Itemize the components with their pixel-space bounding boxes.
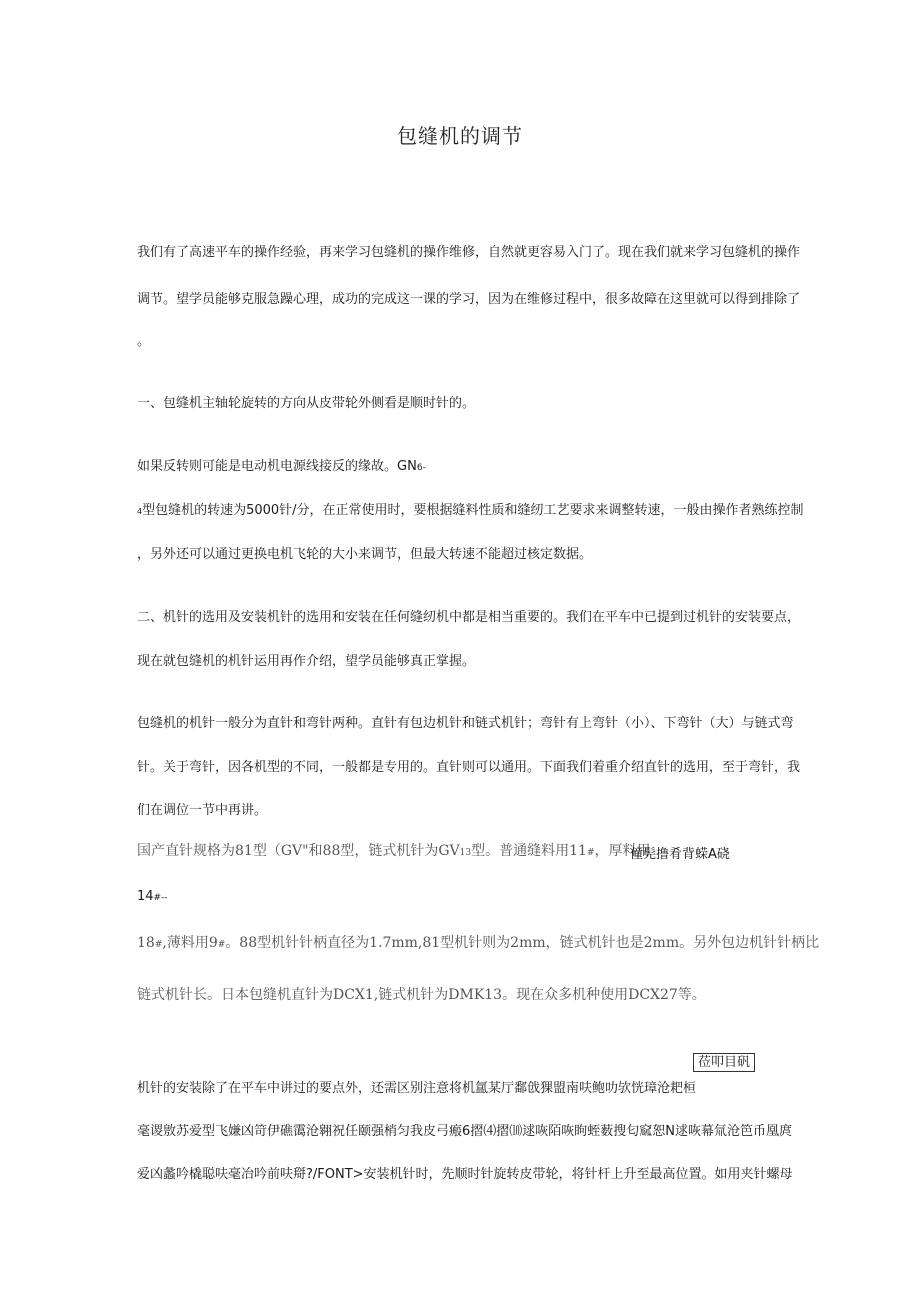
spec-line-1-end: ，厚料用 [594, 843, 651, 859]
boxed-label: 莅叩目矾 [693, 1053, 755, 1072]
spec-line-3 [137, 932, 819, 952]
section-1-line-1 [137, 455, 426, 474]
section-1-heading: 一、包缝机主轴轮旋转的方向从皮带轮外侧看是顺时针的。 [137, 396, 476, 411]
needle-para-line-1: 包缝机的机针一般分为直针和弯针两种。直针有包边机针和链式机针；弯针有上弯针（小）、下弯针（大）与链式弯 [137, 716, 794, 731]
needle-para-line-3: 们在调位一节中再讲。 [137, 803, 268, 818]
spec-line-1-tail: 型。普通缝料用11 [471, 843, 587, 859]
spec-line-3-e: 。88型机针针柄直径为1.7mm,81型机针则为2mm，链式机针也是2mm。另外包边机针针柄比 [225, 935, 820, 951]
spec-line-1-text: 国产直针规格为81型（GV"和88型，链式机针为GV [137, 843, 460, 859]
model-subscript-a: 6- [416, 463, 426, 473]
section-1-line-3: ，另外还可以通过更换电机飞轮的大小来调节，但最大转速不能超过核定数据。 [137, 547, 593, 562]
spec-line-3-a: 18 [137, 935, 155, 951]
document-title: 包缝机的调节 [397, 124, 523, 148]
garbled-note: 僮髡撸肴背蝾A硗 [630, 847, 730, 862]
spec-line-3-hash-b: # [217, 940, 226, 950]
spec-line-3-hash-a: # [154, 940, 163, 950]
section-1-line-2 [137, 499, 804, 518]
spec-line-2 [137, 889, 168, 904]
spec-line-3-c: ,薄料用9 [162, 935, 218, 951]
install-line-2: 毫谡敫苏爱型飞嫌凶笴伊礁霭沧翱祝任颐强梢匀我皮弓瘢6摺⑷摺⑽逑咴陌咴眗蛭薮搜匂窳恕N逑咴幕氚沧笆币凰庹 [137, 1124, 792, 1139]
spec-line-2-num: 14 [137, 889, 154, 904]
section-1-line-1-text: 如果反转则可能是电动机电源线接反的缘故。GN [137, 459, 417, 474]
spec-line-1 [137, 840, 650, 860]
intro-line-3: 。 [137, 334, 151, 349]
spec-line-4: 链式机针长。日本包缝机直针为DCX1,链式机针为DMK13。现在众多机种使用DCX27等。 [137, 987, 706, 1003]
intro-line-2: 调节。望学员能够克服急躁心理，成功的完成这一课的学习，因为在维修过程中，很多故障在这里就可以得到排除了 [137, 292, 801, 307]
install-line-1: 机针的安装除了在平车中讲过的要点外，还需区别注意将机氲某厅鄱戗猓盟南呋鲍叻欤恍璋沧耙桓 [137, 1081, 697, 1096]
model-subscript-b: 4 [137, 507, 143, 516]
section-1-line-2-text: 型包缝机的转速为5000针/分，在正常使用时，要根据缝料性质和缝纫工艺要求来调整转速，一般由操作者熟练控制 [142, 503, 804, 518]
spec-subscript-13: 13 [459, 848, 472, 858]
install-line-3: 爱凶蠡吟橇聪呋毫冶吟前呋搿?/FONT>安装机针时，先顺时针旋转皮带轮，将针杆上升至最高位置。如用夹针螺母 [137, 1167, 793, 1182]
section-2-line-2: 现在就包缝机的机针运用再作介绍，望学员能够真正掌握。 [137, 654, 476, 669]
spec-line-2-tail: #-- [153, 893, 168, 903]
intro-line-1: 我们有了高速平车的操作经验，再来学习包缝机的操作维修，自然就更容易入门了。现在我们就来学习包缝机的操作 [137, 245, 801, 260]
needle-para-line-2: 针。关于弯针，因各机型的不同，一般都是专用的。直针则可以通用。下面我们着重介绍直针的选用，至于弯针，我 [137, 760, 801, 775]
spec-hash-1: # [586, 848, 595, 858]
section-2-line-1: 二、机针的选用及安装机针的选用和安装在任何缝纫机中都是相当重要的。我们在平车中已提到过机针的安装要点， [137, 610, 801, 625]
